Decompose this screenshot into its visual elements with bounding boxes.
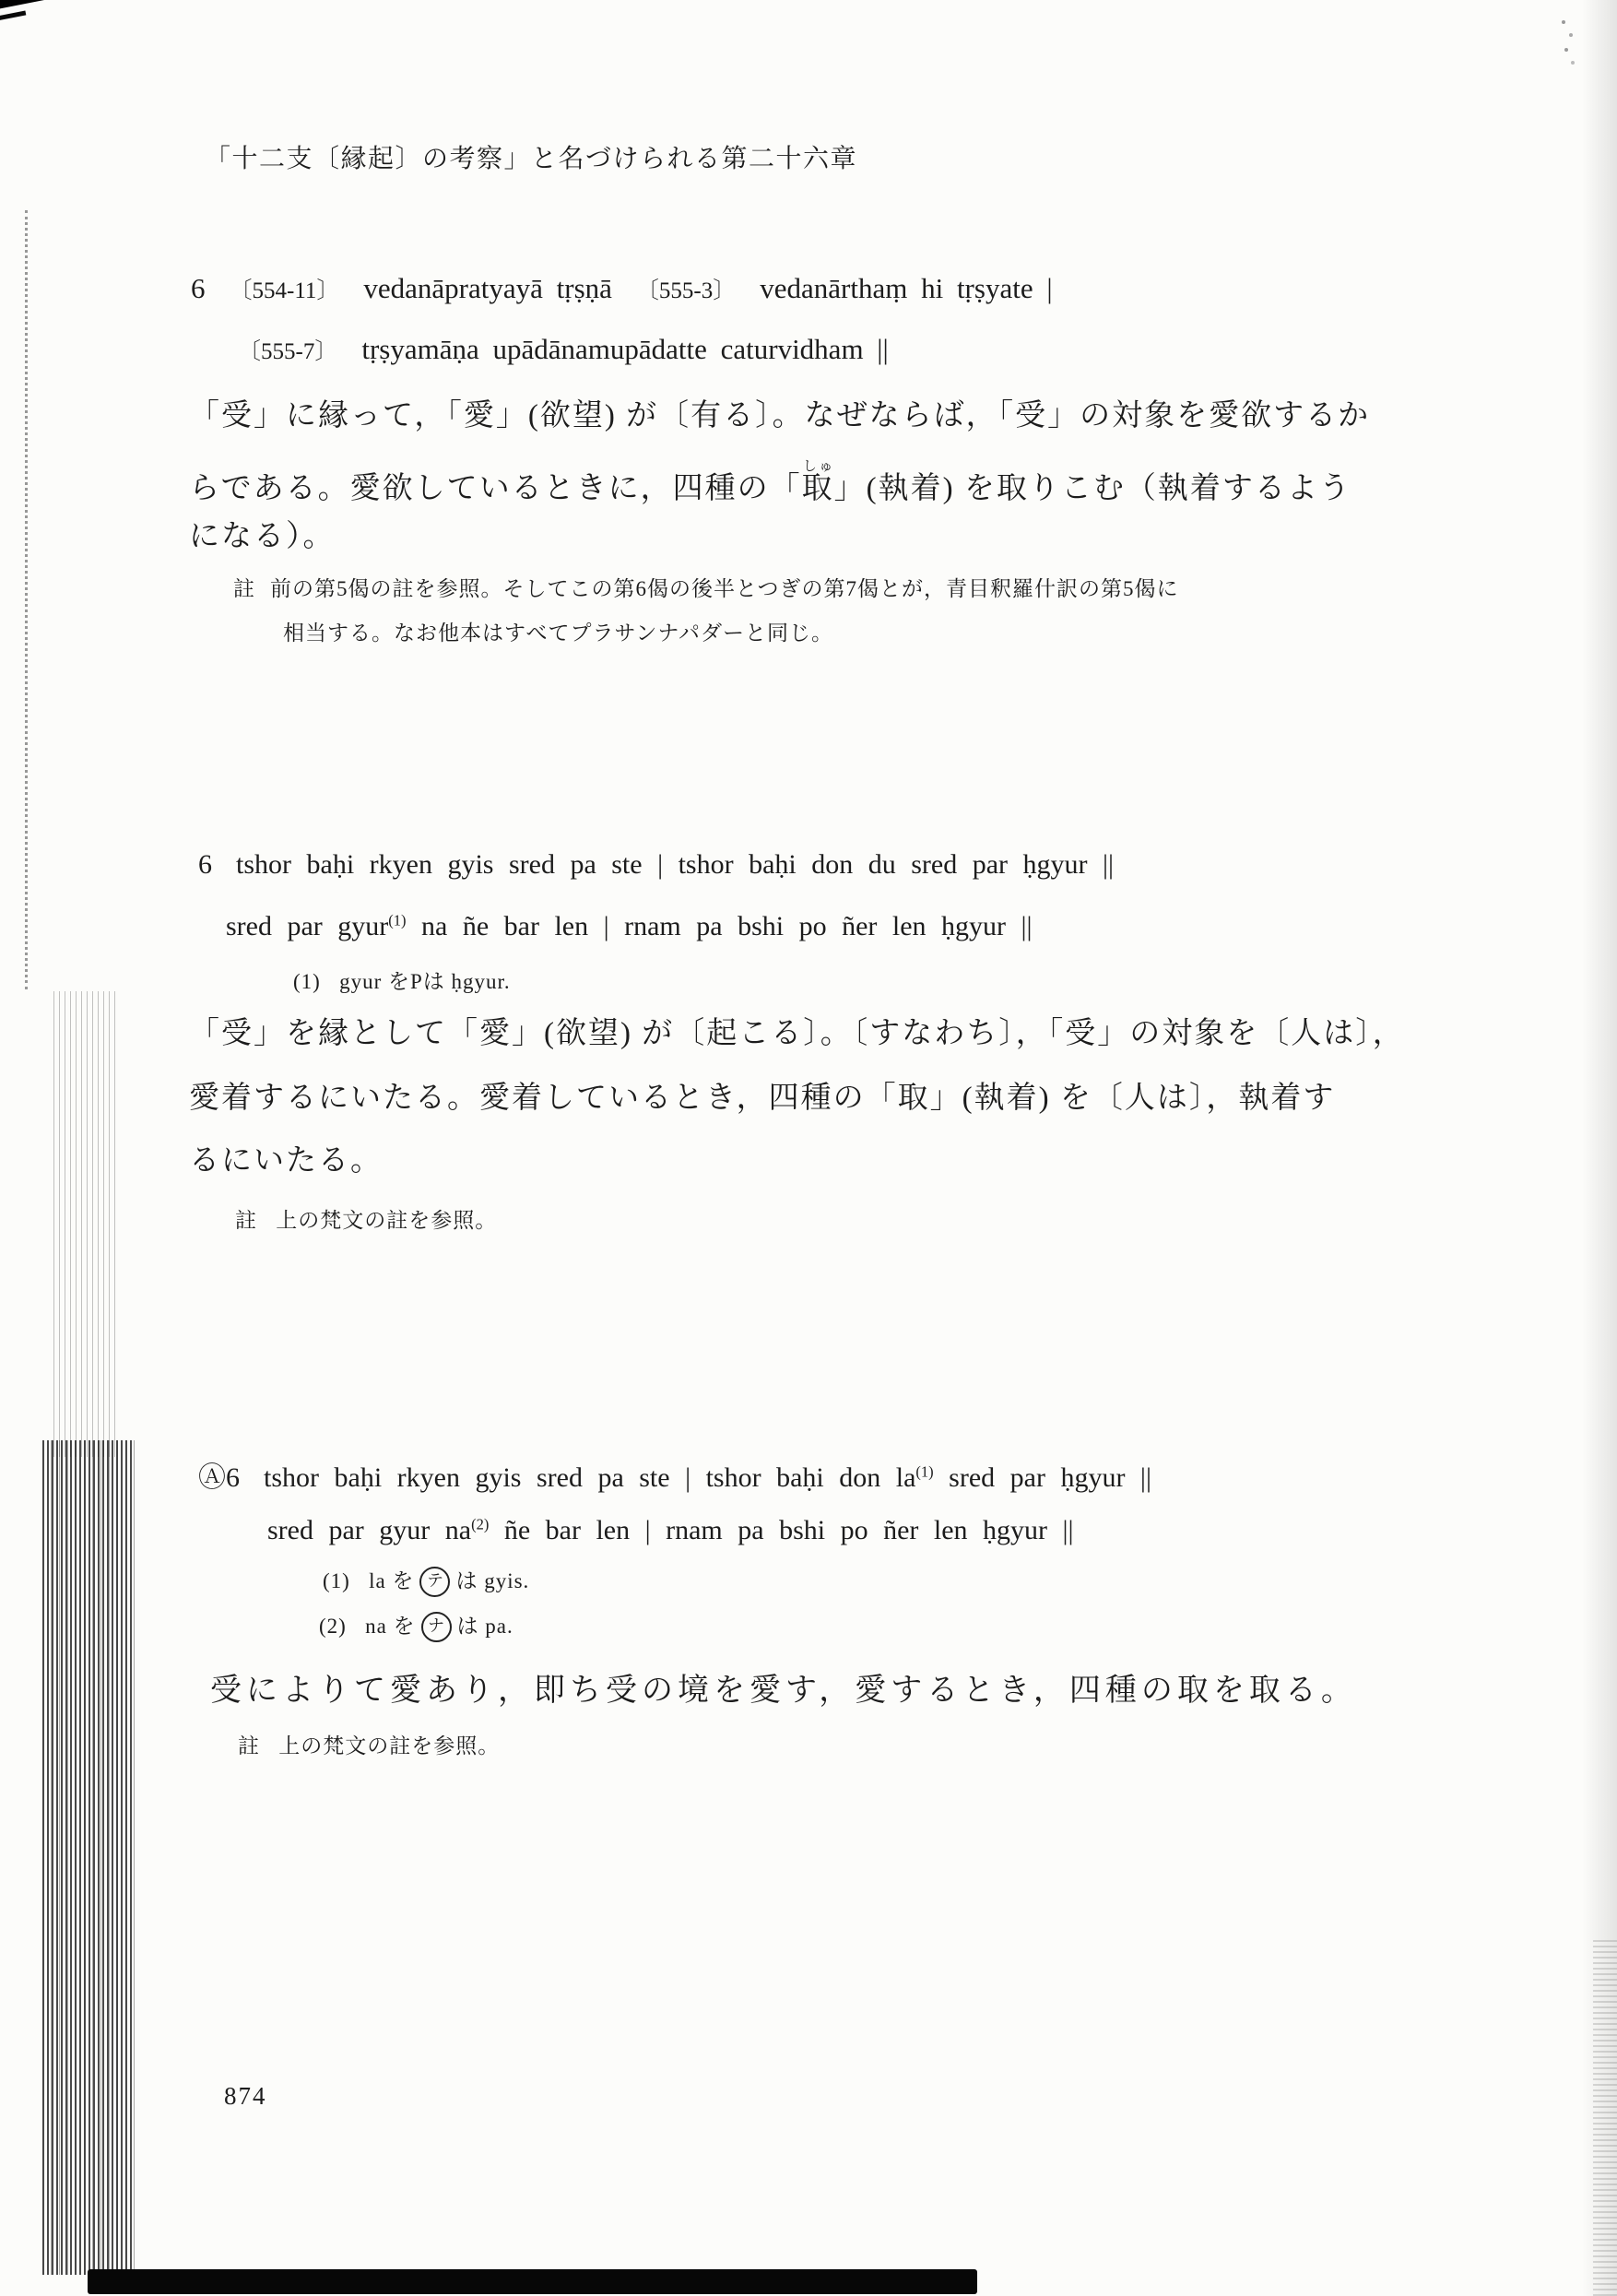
footnote-marker: (2): [471, 1515, 490, 1533]
page-number: 874: [224, 2082, 267, 2110]
text-segment: 」(執着) を取りこむ（執着するよう: [833, 472, 1351, 505]
sanskrit-verse-line2: [238, 333, 889, 366]
page-ref: 〔554-11〕: [229, 278, 340, 303]
tibetan-translation-line1: 「受」を縁として「愛」(欲望) が〔起こる〕。〔すなわち〕，「受」の対象を〔人は〕，: [189, 1017, 1405, 1050]
tibetan-text: sred par gyur: [226, 911, 389, 941]
scan-smudge-top-left: [0, 0, 77, 10]
sanskrit-pada-b: vedanārthaṃ hi tṛṣyate |: [760, 272, 1053, 304]
text-segment: sred par gyur na: [267, 1515, 472, 1545]
tibetan-a-footnote-2: [319, 1609, 513, 1642]
text-segment: らである。愛欲しているときに，四種の「: [189, 472, 802, 505]
tibetan-text: [264, 1462, 1151, 1494]
tibetan-text: na ñe bar len | rnam pa bshi po ñer len ḥgyur ||: [406, 911, 1033, 941]
scan-streaks-left-upper: [53, 991, 120, 1457]
tibetan-note: [235, 1203, 497, 1234]
tibetan-translation-line3: るにいたる。: [189, 1144, 383, 1178]
footnote-text: は pa.: [456, 1615, 513, 1638]
edition-mark-circled: ナ: [421, 1612, 452, 1642]
footnote-text: la を: [369, 1569, 415, 1592]
note-text: 上の梵文の註を参照。: [278, 1734, 501, 1758]
sanskrit-translation-line2: [189, 459, 1351, 508]
tibetan-verse-line2: [226, 911, 1033, 942]
note-text-line2: 相当する。なお他本はすべてプラサンナパダーと同じ。: [283, 621, 834, 645]
note-text-line1: 前の第5偈の註を参照。そしてこの第6偈の後半とつぎの第7偈とが，青目釈羅什訳の第5偈に: [270, 577, 1179, 600]
tibetan-verse-line1: [198, 849, 1114, 881]
footnote-text: は gyis.: [455, 1569, 530, 1592]
note-label: 註: [235, 1209, 257, 1232]
sanskrit-translation-line3: になる）。: [189, 520, 336, 553]
footnote-number: (2): [319, 1615, 347, 1638]
ruby-shu: [801, 459, 834, 505]
footnote-number: (1): [293, 970, 321, 993]
sanskrit-pada-ab: vedanāpratyayā tṛṣṇā: [363, 272, 612, 304]
tibetan-a-note: [238, 1729, 500, 1759]
chinese-version-translation: 受によりて愛あり，即ち受の境を愛す，愛するとき，四種の取を取る。: [210, 1674, 1357, 1708]
footnote-marker: (1): [915, 1462, 934, 1481]
tibetan-footnote: [293, 965, 511, 995]
furigana: しゅ: [801, 459, 834, 474]
tibetan-a-verse-line2: [267, 1515, 1074, 1546]
page-ref: 〔555-7〕: [238, 339, 338, 364]
note-text: 上の梵文の註を参照。: [276, 1209, 498, 1232]
edition-mark-circled: テ: [419, 1567, 450, 1597]
tibetan-a-footnote-1: [323, 1564, 529, 1597]
verse-number: 6: [198, 849, 212, 880]
sanskrit-translation-line1: 「受」に縁って，「愛」(欲望) が〔有る〕。なぜならば，「受」の対象を愛欲するか: [189, 399, 1371, 432]
scan-streaks-left-lower: [42, 1440, 135, 2275]
footnote-marker: (1): [388, 911, 407, 929]
verse-number: 6: [191, 272, 206, 304]
scan-black-bar-bottom: [88, 2269, 977, 2294]
note-label: 註: [238, 1734, 260, 1758]
text-segment: tshor baḥi rkyen gyis sred pa ste | tshor baḥi don la: [264, 1462, 916, 1493]
scan-speckle-top-right: [1562, 20, 1565, 24]
scan-smudge-top-left-2: [0, 11, 26, 21]
sanskrit-verse-line1: [191, 272, 1053, 305]
footnote-number: (1): [323, 1569, 350, 1592]
text-segment: ñe bar len | rnam pa bshi po ñer len ḥgyur ||: [489, 1515, 1074, 1545]
chapter-title: 「十二支〔縁起〕の考察」と名づけられる第二十六章: [205, 145, 858, 173]
scan-dotted-left-line: [25, 210, 28, 989]
ruby-base: 取: [801, 472, 834, 505]
tibetan-a-verse-line1: [198, 1454, 1151, 1495]
scan-shadow-right-edge: [1582, 0, 1617, 2296]
page-ref: 〔555-3〕: [635, 278, 737, 303]
sanskrit-pada-cd: tṛṣyamāṇa upādānamupādatte caturvidham ||: [361, 333, 889, 365]
verse-number-circled-a: Ⓐ6: [198, 1462, 240, 1493]
footnote-text: gyur をPは ḥgyur.: [339, 970, 511, 993]
text-segment: sred par ḥgyur ||: [933, 1462, 1151, 1493]
tibetan-translation-line2: 愛着するにいたる。愛着しているとき，四種の「取」(執着) を〔人は〕，執着す: [189, 1082, 1336, 1115]
footnote-text: na を: [365, 1615, 416, 1638]
tibetan-text: tshor baḥi rkyen gyis sred pa ste | tshor baḥi don du sred par ḥgyur ||: [236, 849, 1115, 880]
note-label: 註: [233, 577, 255, 600]
